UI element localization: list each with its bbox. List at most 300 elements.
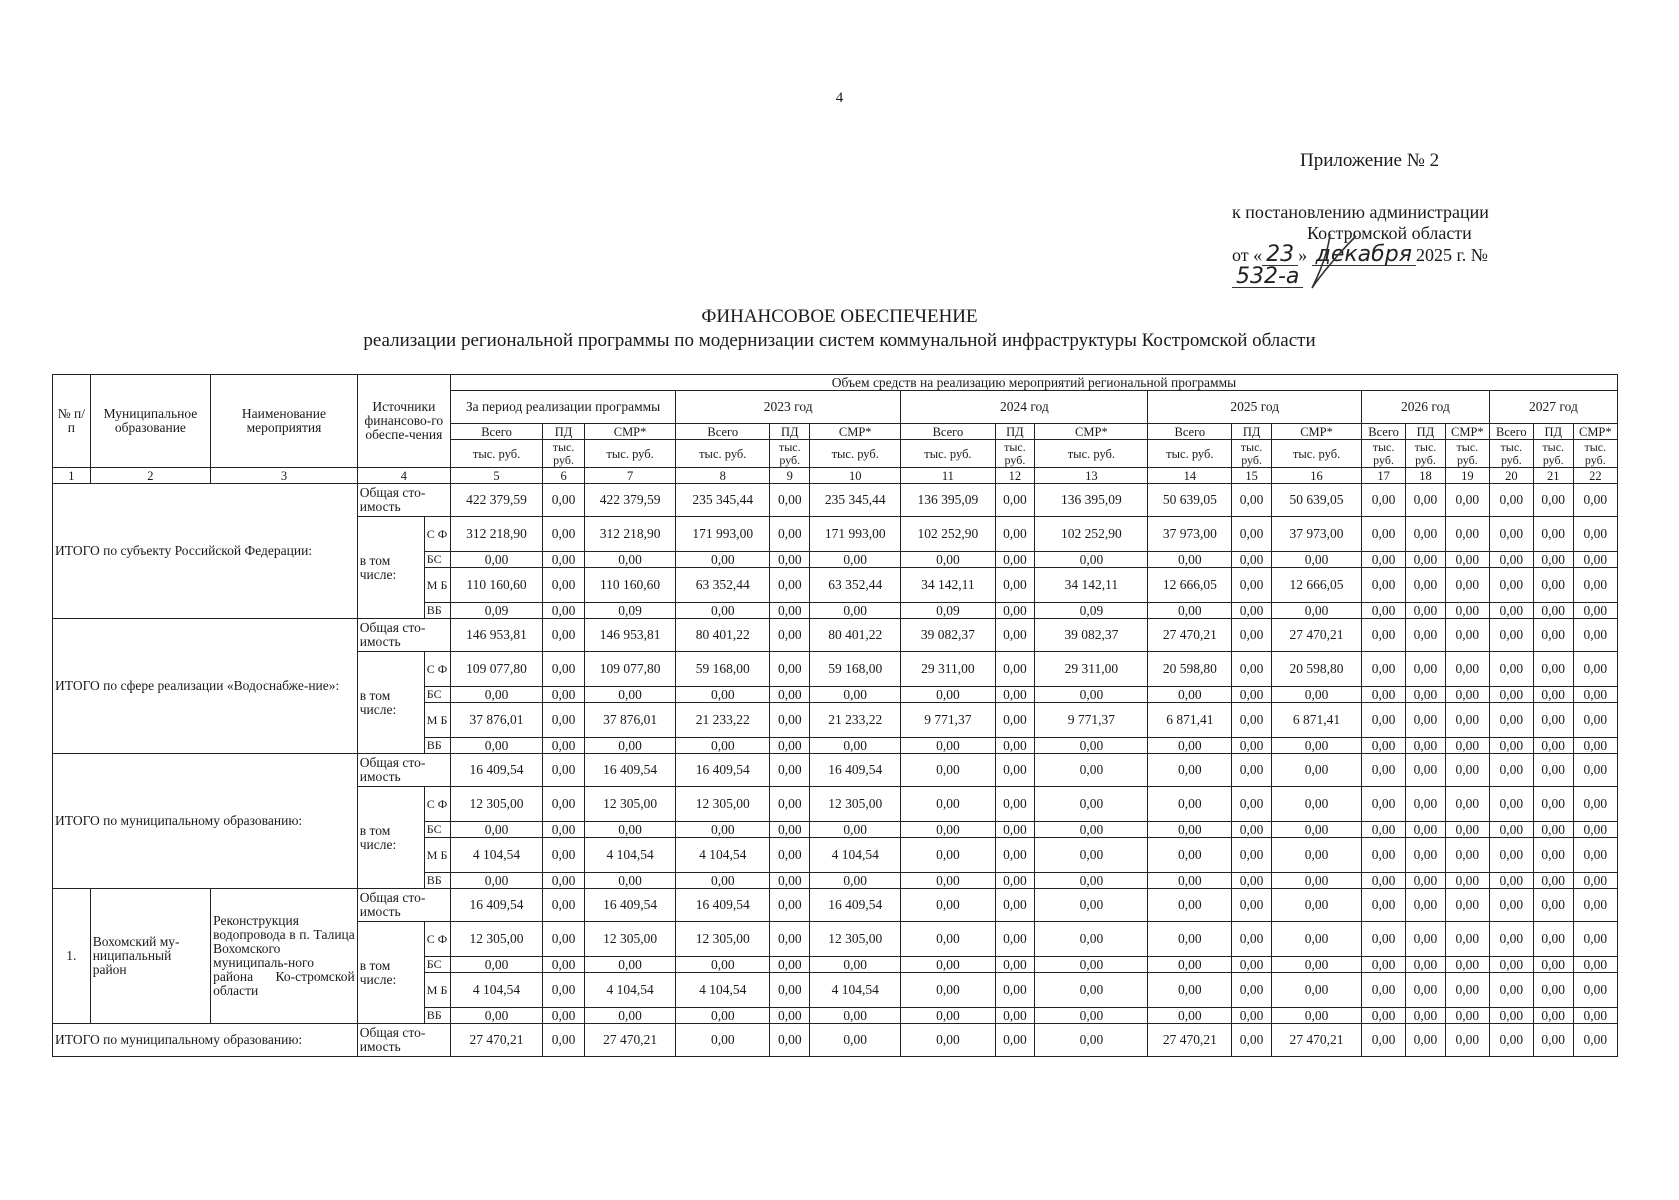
header-unit-5-2: тыс. руб. bbox=[1573, 440, 1617, 468]
decree-number-handwritten: 532-а bbox=[1232, 266, 1303, 288]
date-month-handwritten: декабря bbox=[1312, 244, 1416, 266]
value-cell: 50 639,05 bbox=[1272, 484, 1362, 517]
header-activity: Наименование мероприятия bbox=[211, 375, 358, 468]
value-cell: 0,00 bbox=[1573, 957, 1617, 973]
header-sub-5-1: ПД bbox=[1533, 424, 1573, 440]
group-label: ИТОГО по субъекту Российской Федерации: bbox=[53, 484, 358, 619]
header-sub-4-0: Всего bbox=[1362, 424, 1406, 440]
value-cell: 0,00 bbox=[1445, 838, 1489, 873]
value-cell: 0,00 bbox=[1362, 973, 1406, 1008]
value-cell: 0,00 bbox=[1445, 568, 1489, 603]
value-cell: 0,00 bbox=[543, 652, 585, 687]
value-cell: 0,00 bbox=[1533, 703, 1573, 738]
value-cell: 0,00 bbox=[770, 873, 810, 889]
source-code-mb: М Б bbox=[424, 838, 450, 873]
value-cell: 0,00 bbox=[543, 1008, 585, 1024]
value-cell: 27 470,21 bbox=[585, 1024, 676, 1057]
header-unit-5-1: тыс. руб. bbox=[1533, 440, 1573, 468]
signature-stroke-icon bbox=[1290, 232, 1370, 292]
value-cell: 0,00 bbox=[901, 1008, 995, 1024]
value-cell: 12 305,00 bbox=[585, 922, 676, 957]
value-cell: 0,00 bbox=[1232, 517, 1272, 552]
value-cell: 0,00 bbox=[1272, 754, 1362, 787]
value-cell: 0,09 bbox=[1035, 603, 1148, 619]
value-cell: 0,00 bbox=[1148, 922, 1232, 957]
value-cell: 0,00 bbox=[770, 552, 810, 568]
value-cell: 0,00 bbox=[1362, 484, 1406, 517]
value-cell: 0,00 bbox=[770, 822, 810, 838]
value-cell: 0,00 bbox=[543, 517, 585, 552]
value-cell: 0,00 bbox=[1362, 754, 1406, 787]
value-cell: 39 082,37 bbox=[1035, 619, 1148, 652]
value-cell: 34 142,11 bbox=[901, 568, 995, 603]
value-cell: 0,00 bbox=[1573, 873, 1617, 889]
value-cell: 0,00 bbox=[1272, 889, 1362, 922]
value-cell: 0,00 bbox=[770, 754, 810, 787]
header-unit-4-1: тыс. руб. bbox=[1406, 440, 1446, 468]
value-cell: 0,00 bbox=[1035, 922, 1148, 957]
source-code-vb: ВБ bbox=[424, 738, 450, 754]
table-row bbox=[53, 889, 1618, 922]
value-cell: 12 305,00 bbox=[450, 922, 542, 957]
value-cell: 0,00 bbox=[585, 1008, 676, 1024]
value-cell: 16 409,54 bbox=[810, 754, 901, 787]
column-number-20: 20 bbox=[1489, 468, 1533, 484]
value-cell: 0,00 bbox=[1362, 568, 1406, 603]
value-cell: 29 311,00 bbox=[1035, 652, 1148, 687]
value-cell: 0,00 bbox=[1533, 687, 1573, 703]
value-cell: 0,00 bbox=[995, 922, 1035, 957]
value-cell: 0,00 bbox=[1406, 973, 1446, 1008]
value-cell: 0,00 bbox=[810, 552, 901, 568]
value-cell: 0,00 bbox=[770, 957, 810, 973]
value-cell: 0,00 bbox=[995, 652, 1035, 687]
source-total-label: Общая сто-имость bbox=[357, 619, 450, 652]
column-number-6: 6 bbox=[543, 468, 585, 484]
value-cell: 0,00 bbox=[1272, 603, 1362, 619]
value-cell: 0,00 bbox=[1573, 822, 1617, 838]
value-cell: 0,00 bbox=[1489, 568, 1533, 603]
value-cell: 0,00 bbox=[1148, 838, 1232, 873]
value-cell: 0,00 bbox=[1533, 754, 1573, 787]
value-cell: 0,00 bbox=[901, 787, 995, 822]
header-unit-0-1: тыс. руб. bbox=[543, 440, 585, 468]
value-cell: 0,00 bbox=[1445, 873, 1489, 889]
value-cell: 0,00 bbox=[1445, 973, 1489, 1008]
value-cell: 0,00 bbox=[1573, 517, 1617, 552]
value-cell: 0,00 bbox=[810, 687, 901, 703]
row-number: 1. bbox=[53, 889, 91, 1024]
value-cell: 0,00 bbox=[901, 973, 995, 1008]
header-municipality: Муниципальное образование bbox=[90, 375, 210, 468]
date-year: 2025 г. № bbox=[1415, 245, 1488, 265]
value-cell: 0,00 bbox=[1573, 754, 1617, 787]
value-cell: 59 168,00 bbox=[810, 652, 901, 687]
value-cell: 0,00 bbox=[1272, 822, 1362, 838]
value-cell: 146 953,81 bbox=[585, 619, 676, 652]
value-cell: 0,00 bbox=[901, 822, 995, 838]
value-cell: 0,00 bbox=[1573, 787, 1617, 822]
header-unit-2-2: тыс. руб. bbox=[1035, 440, 1148, 468]
value-cell: 235 345,44 bbox=[810, 484, 901, 517]
value-cell: 0,00 bbox=[1445, 1024, 1489, 1057]
value-cell: 0,00 bbox=[1573, 922, 1617, 957]
value-cell: 0,00 bbox=[1489, 822, 1533, 838]
group-label: ИТОГО по сфере реализации «Водоснабже-ние»: bbox=[53, 619, 358, 754]
header-source: Источники финансово-го обеспе-чения bbox=[357, 375, 450, 468]
value-cell: 0,00 bbox=[1533, 1008, 1573, 1024]
value-cell: 16 409,54 bbox=[585, 754, 676, 787]
value-cell: 0,00 bbox=[543, 619, 585, 652]
value-cell: 0,00 bbox=[770, 619, 810, 652]
value-cell: 37 876,01 bbox=[450, 703, 542, 738]
source-code-mb: М Б bbox=[424, 568, 450, 603]
value-cell: 0,00 bbox=[1272, 957, 1362, 973]
value-cell: 0,00 bbox=[543, 703, 585, 738]
value-cell: 422 379,59 bbox=[450, 484, 542, 517]
value-cell: 0,00 bbox=[676, 957, 770, 973]
source-code-bs: БС bbox=[424, 687, 450, 703]
value-cell: 0,00 bbox=[1035, 687, 1148, 703]
value-cell: 0,00 bbox=[1445, 652, 1489, 687]
header-unit-2-0: тыс. руб. bbox=[901, 440, 995, 468]
decree-line-1: к постановлению администрации bbox=[1232, 202, 1489, 222]
value-cell: 0,00 bbox=[1272, 687, 1362, 703]
header-unit-1-1: тыс. руб. bbox=[770, 440, 810, 468]
value-cell: 0,00 bbox=[995, 1024, 1035, 1057]
value-cell: 0,00 bbox=[1272, 552, 1362, 568]
value-cell: 0,00 bbox=[901, 873, 995, 889]
value-cell: 0,00 bbox=[1362, 703, 1406, 738]
header-unit-0-2: тыс. руб. bbox=[585, 440, 676, 468]
value-cell: 0,00 bbox=[1533, 603, 1573, 619]
value-cell: 0,00 bbox=[1148, 957, 1232, 973]
header-period-1: 2023 год bbox=[676, 391, 901, 424]
value-cell: 0,00 bbox=[1573, 552, 1617, 568]
group-label: ИТОГО по муниципальному образованию: bbox=[53, 754, 358, 889]
value-cell: 0,00 bbox=[1533, 1024, 1573, 1057]
value-cell: 0,00 bbox=[1489, 703, 1533, 738]
value-cell: 0,00 bbox=[770, 603, 810, 619]
source-including-label: в том числе: bbox=[357, 787, 424, 889]
header-sub-2-0: Всего bbox=[901, 424, 995, 440]
value-cell: 0,00 bbox=[450, 873, 542, 889]
value-cell: 0,00 bbox=[770, 1024, 810, 1057]
value-cell: 0,00 bbox=[995, 873, 1035, 889]
value-cell: 102 252,90 bbox=[901, 517, 995, 552]
value-cell: 0,00 bbox=[995, 703, 1035, 738]
header-unit-4-2: тыс. руб. bbox=[1445, 440, 1489, 468]
value-cell: 0,00 bbox=[1489, 738, 1533, 754]
value-cell: 0,00 bbox=[585, 957, 676, 973]
source-including-label: в том числе: bbox=[357, 922, 424, 1024]
value-cell: 59 168,00 bbox=[676, 652, 770, 687]
value-cell: 312 218,90 bbox=[450, 517, 542, 552]
value-cell: 0,00 bbox=[1445, 1008, 1489, 1024]
value-cell: 0,00 bbox=[585, 738, 676, 754]
value-cell: 0,00 bbox=[995, 973, 1035, 1008]
value-cell: 0,00 bbox=[1489, 922, 1533, 957]
value-cell: 12 305,00 bbox=[810, 787, 901, 822]
value-cell: 0,00 bbox=[1362, 687, 1406, 703]
value-cell: 16 409,54 bbox=[810, 889, 901, 922]
header-sub-5-0: Всего bbox=[1489, 424, 1533, 440]
value-cell: 29 311,00 bbox=[901, 652, 995, 687]
value-cell: 0,00 bbox=[770, 1008, 810, 1024]
value-cell: 0,00 bbox=[676, 1024, 770, 1057]
value-cell: 0,00 bbox=[770, 838, 810, 873]
value-cell: 9 771,37 bbox=[901, 703, 995, 738]
value-cell: 0,00 bbox=[1573, 973, 1617, 1008]
value-cell: 0,00 bbox=[1148, 1008, 1232, 1024]
value-cell: 0,00 bbox=[1362, 552, 1406, 568]
value-cell: 0,00 bbox=[1573, 687, 1617, 703]
source-code-vb: ВБ bbox=[424, 603, 450, 619]
value-cell: 0,00 bbox=[770, 568, 810, 603]
value-cell: 0,00 bbox=[1148, 603, 1232, 619]
source-code-vb: ВБ bbox=[424, 873, 450, 889]
value-cell: 0,00 bbox=[995, 552, 1035, 568]
value-cell: 0,00 bbox=[1035, 889, 1148, 922]
value-cell: 0,00 bbox=[1362, 787, 1406, 822]
value-cell: 312 218,90 bbox=[585, 517, 676, 552]
value-cell: 0,00 bbox=[995, 889, 1035, 922]
source-including-label: в том числе: bbox=[357, 652, 424, 754]
value-cell: 63 352,44 bbox=[810, 568, 901, 603]
value-cell: 109 077,80 bbox=[450, 652, 542, 687]
value-cell: 12 305,00 bbox=[585, 787, 676, 822]
value-cell: 0,00 bbox=[543, 957, 585, 973]
value-cell: 21 233,22 bbox=[810, 703, 901, 738]
value-cell: 0,00 bbox=[1362, 873, 1406, 889]
value-cell: 0,00 bbox=[543, 568, 585, 603]
value-cell: 0,00 bbox=[1148, 738, 1232, 754]
value-cell: 0,00 bbox=[1232, 738, 1272, 754]
value-cell: 0,00 bbox=[1232, 1008, 1272, 1024]
value-cell: 0,00 bbox=[1489, 652, 1533, 687]
header-unit-0-0: тыс. руб. bbox=[450, 440, 542, 468]
value-cell: 12 305,00 bbox=[676, 922, 770, 957]
header-period-5: 2027 год bbox=[1489, 391, 1617, 424]
value-cell: 0,00 bbox=[585, 552, 676, 568]
value-cell: 0,00 bbox=[1573, 603, 1617, 619]
value-cell: 0,00 bbox=[1362, 822, 1406, 838]
value-cell: 0,00 bbox=[1489, 973, 1533, 1008]
value-cell: 422 379,59 bbox=[585, 484, 676, 517]
value-cell: 0,00 bbox=[995, 957, 1035, 973]
document-subtitle: реализации региональной программы по модернизации систем коммунальной инфраструктуры Костромской области bbox=[363, 330, 1316, 351]
value-cell: 0,00 bbox=[1232, 619, 1272, 652]
value-cell: 0,00 bbox=[770, 889, 810, 922]
value-cell: 0,00 bbox=[810, 822, 901, 838]
header-sub-5-2: СМР* bbox=[1573, 424, 1617, 440]
value-cell: 27 470,21 bbox=[450, 1024, 542, 1057]
value-cell: 0,00 bbox=[995, 603, 1035, 619]
value-cell: 0,00 bbox=[1445, 703, 1489, 738]
header-sub-4-1: ПД bbox=[1406, 424, 1446, 440]
header-volume: Объем средств на реализацию мероприятий региональной программы bbox=[450, 375, 1617, 391]
value-cell: 0,00 bbox=[901, 1024, 995, 1057]
value-cell: 0,00 bbox=[1035, 973, 1148, 1008]
value-cell: 0,00 bbox=[1445, 603, 1489, 619]
header-unit-2-1: тыс. руб. bbox=[995, 440, 1035, 468]
value-cell: 0,00 bbox=[676, 1008, 770, 1024]
value-cell: 0,00 bbox=[1489, 1024, 1533, 1057]
value-cell: 0,00 bbox=[810, 603, 901, 619]
value-cell: 12 666,05 bbox=[1272, 568, 1362, 603]
value-cell: 0,00 bbox=[901, 957, 995, 973]
value-cell: 0,00 bbox=[1272, 787, 1362, 822]
source-code-bs: БС bbox=[424, 822, 450, 838]
value-cell: 0,00 bbox=[1533, 568, 1573, 603]
source-total-label: Общая сто-имость bbox=[357, 889, 450, 922]
value-cell: 0,00 bbox=[1445, 738, 1489, 754]
value-cell: 0,00 bbox=[1406, 687, 1446, 703]
value-cell: 0,00 bbox=[1406, 517, 1446, 552]
value-cell: 0,00 bbox=[1232, 1024, 1272, 1057]
value-cell: 0,00 bbox=[1533, 787, 1573, 822]
value-cell: 9 771,37 bbox=[1035, 703, 1148, 738]
value-cell: 0,09 bbox=[585, 603, 676, 619]
value-cell: 0,00 bbox=[1362, 619, 1406, 652]
header-unit-5-0: тыс. руб. bbox=[1489, 440, 1533, 468]
header-sub-3-0: Всего bbox=[1148, 424, 1232, 440]
value-cell: 0,00 bbox=[995, 568, 1035, 603]
value-cell: 0,00 bbox=[1489, 687, 1533, 703]
page-number: 4 bbox=[835, 90, 844, 106]
value-cell: 4 104,54 bbox=[676, 973, 770, 1008]
value-cell: 21 233,22 bbox=[676, 703, 770, 738]
value-cell: 4 104,54 bbox=[585, 973, 676, 1008]
value-cell: 0,00 bbox=[1573, 1008, 1617, 1024]
value-cell: 0,00 bbox=[1406, 922, 1446, 957]
value-cell: 80 401,22 bbox=[676, 619, 770, 652]
value-cell: 102 252,90 bbox=[1035, 517, 1148, 552]
value-cell: 0,00 bbox=[1148, 822, 1232, 838]
value-cell: 0,00 bbox=[1035, 787, 1148, 822]
value-cell: 37 876,01 bbox=[585, 703, 676, 738]
source-code-mb: М Б bbox=[424, 703, 450, 738]
value-cell: 0,00 bbox=[543, 754, 585, 787]
source-code-mb: М Б bbox=[424, 973, 450, 1008]
value-cell: 0,00 bbox=[543, 822, 585, 838]
value-cell: 0,00 bbox=[770, 484, 810, 517]
value-cell: 0,00 bbox=[585, 822, 676, 838]
source-code-sf: С Ф bbox=[424, 517, 450, 552]
value-cell: 0,00 bbox=[1406, 552, 1446, 568]
date-mid: » bbox=[1298, 245, 1308, 265]
date-prefix: от « bbox=[1232, 245, 1263, 265]
header-number: № п/п bbox=[53, 375, 91, 468]
date-day-handwritten: 23 bbox=[1262, 244, 1298, 266]
value-cell: 0,00 bbox=[1489, 787, 1533, 822]
value-cell: 0,00 bbox=[1232, 568, 1272, 603]
value-cell: 0,00 bbox=[901, 738, 995, 754]
value-cell: 0,00 bbox=[1406, 838, 1446, 873]
source-code-sf: С Ф bbox=[424, 922, 450, 957]
value-cell: 0,00 bbox=[1406, 603, 1446, 619]
value-cell: 0,00 bbox=[450, 1008, 542, 1024]
value-cell: 0,00 bbox=[1272, 973, 1362, 1008]
value-cell: 136 395,09 bbox=[1035, 484, 1148, 517]
value-cell: 0,00 bbox=[1489, 957, 1533, 973]
column-number-10: 10 bbox=[810, 468, 901, 484]
value-cell: 16 409,54 bbox=[450, 889, 542, 922]
value-cell: 0,00 bbox=[1533, 957, 1573, 973]
value-cell: 27 470,21 bbox=[1148, 1024, 1232, 1057]
column-number-21: 21 bbox=[1533, 468, 1573, 484]
value-cell: 0,00 bbox=[995, 822, 1035, 838]
value-cell: 0,00 bbox=[1272, 738, 1362, 754]
value-cell: 0,00 bbox=[1406, 873, 1446, 889]
value-cell: 0,00 bbox=[676, 687, 770, 703]
value-cell: 12 666,05 bbox=[1148, 568, 1232, 603]
value-cell: 0,00 bbox=[1232, 687, 1272, 703]
column-number-8: 8 bbox=[676, 468, 770, 484]
value-cell: 0,00 bbox=[770, 517, 810, 552]
decree-line-2: Костромской области bbox=[1307, 223, 1472, 243]
value-cell: 0,00 bbox=[901, 687, 995, 703]
value-cell: 0,00 bbox=[676, 738, 770, 754]
value-cell: 0,00 bbox=[1406, 1008, 1446, 1024]
value-cell: 171 993,00 bbox=[676, 517, 770, 552]
value-cell: 0,00 bbox=[1362, 889, 1406, 922]
value-cell: 0,00 bbox=[543, 552, 585, 568]
value-cell: 4 104,54 bbox=[585, 838, 676, 873]
value-cell: 50 639,05 bbox=[1148, 484, 1232, 517]
value-cell: 0,00 bbox=[1362, 652, 1406, 687]
value-cell: 63 352,44 bbox=[676, 568, 770, 603]
value-cell: 16 409,54 bbox=[450, 754, 542, 787]
table-row bbox=[53, 619, 1618, 652]
value-cell: 0,00 bbox=[676, 552, 770, 568]
value-cell: 0,00 bbox=[1533, 822, 1573, 838]
financing-table bbox=[52, 374, 1618, 1057]
value-cell: 0,00 bbox=[901, 838, 995, 873]
column-number-19: 19 bbox=[1445, 468, 1489, 484]
column-number-1: 1 bbox=[53, 468, 91, 484]
value-cell: 235 345,44 bbox=[676, 484, 770, 517]
value-cell: 0,00 bbox=[770, 787, 810, 822]
value-cell: 0,00 bbox=[1406, 568, 1446, 603]
column-number-7: 7 bbox=[585, 468, 676, 484]
value-cell: 0,00 bbox=[1232, 484, 1272, 517]
value-cell: 0,00 bbox=[676, 873, 770, 889]
value-cell: 0,00 bbox=[1445, 822, 1489, 838]
value-cell: 16 409,54 bbox=[676, 889, 770, 922]
value-cell: 0,00 bbox=[1445, 619, 1489, 652]
value-cell: 0,00 bbox=[543, 973, 585, 1008]
source-code-sf: С Ф bbox=[424, 787, 450, 822]
value-cell: 0,00 bbox=[450, 687, 542, 703]
value-cell: 0,00 bbox=[1573, 738, 1617, 754]
value-cell: 0,00 bbox=[1489, 838, 1533, 873]
value-cell: 0,00 bbox=[901, 552, 995, 568]
source-including-label: в том числе: bbox=[357, 517, 424, 619]
value-cell: 0,00 bbox=[1406, 652, 1446, 687]
value-cell: 0,00 bbox=[1489, 754, 1533, 787]
value-cell: 0,00 bbox=[1533, 889, 1573, 922]
header-unit-3-1: тыс. руб. bbox=[1232, 440, 1272, 468]
value-cell: 0,00 bbox=[770, 922, 810, 957]
value-cell: 0,00 bbox=[1148, 787, 1232, 822]
value-cell: 4 104,54 bbox=[810, 838, 901, 873]
value-cell: 0,00 bbox=[1573, 703, 1617, 738]
value-cell: 20 598,80 bbox=[1148, 652, 1232, 687]
value-cell: 0,00 bbox=[1489, 552, 1533, 568]
header-unit-1-0: тыс. руб. bbox=[676, 440, 770, 468]
value-cell: 0,00 bbox=[995, 787, 1035, 822]
